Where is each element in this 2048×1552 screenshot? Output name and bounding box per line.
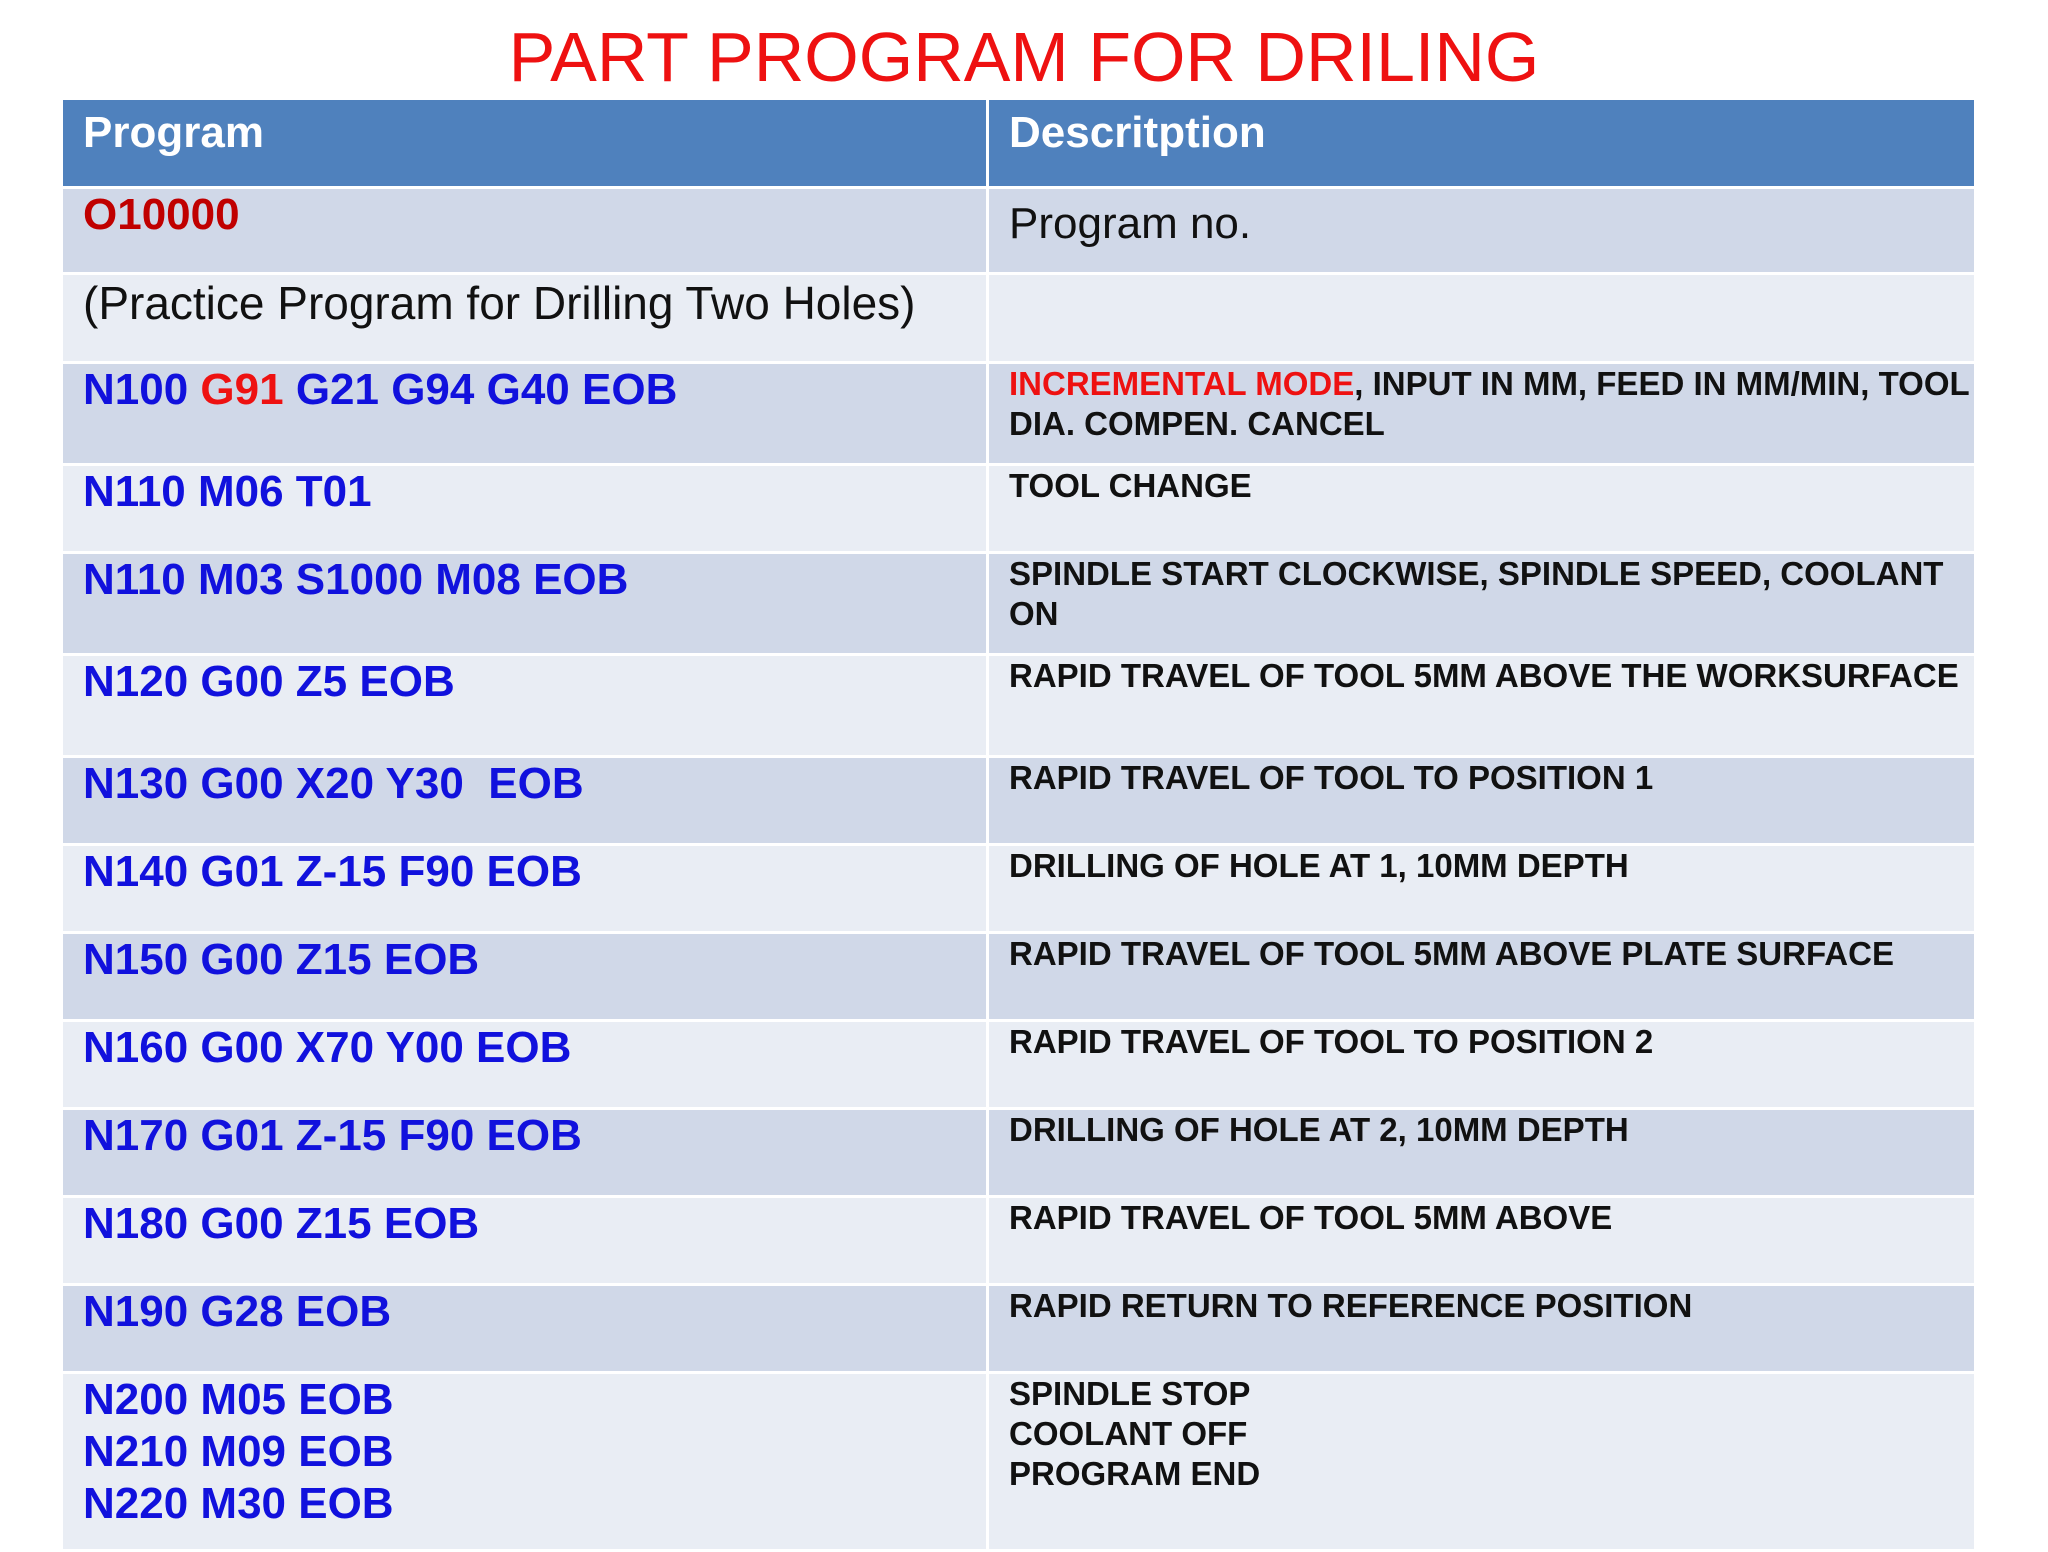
program-cell: N120 G00 Z5 EOB xyxy=(62,655,988,757)
description-cell xyxy=(988,274,1976,363)
table-row xyxy=(62,1285,1976,1373)
description-cell: SPINDLE STOP COOLANT OFF PROGRAM END xyxy=(988,1373,1976,1551)
program-cell: N200 M05 EOB N210 M09 EOB N220 M30 EOB xyxy=(62,1373,988,1551)
program-cell: N130 G00 X20 Y30 EOB xyxy=(62,757,988,845)
table-row xyxy=(62,1197,1976,1285)
table-row xyxy=(62,274,1976,363)
description-cell: TOOL CHANGE xyxy=(988,465,1976,553)
program-cell: N160 G00 X70 Y00 EOB xyxy=(62,1021,988,1109)
description-cell: DRILLING OF HOLE AT 2, 10MM DEPTH xyxy=(988,1109,1976,1197)
description-cell: RAPID TRAVEL OF TOOL 5MM ABOVE PLATE SURFACE xyxy=(988,933,1976,1021)
program-comment: (Practice Program for Drilling Two Holes) xyxy=(62,274,988,363)
description-cell: RAPID TRAVEL OF TOOL TO POSITION 1 xyxy=(988,757,1976,845)
program-cell: N150 G00 Z15 EOB xyxy=(62,933,988,1021)
table-row xyxy=(62,845,1976,933)
program-cell: N180 G00 Z15 EOB xyxy=(62,1197,988,1285)
program-cell: N100 G91 G21 G94 G40 EOB xyxy=(62,363,988,465)
header-description: Descritption xyxy=(988,99,1976,188)
program-cell: N170 G01 Z-15 F90 EOB xyxy=(62,1109,988,1197)
table-row xyxy=(62,363,1976,465)
program-cell: N110 M03 S1000 M08 EOB xyxy=(62,553,988,655)
table-row xyxy=(62,655,1976,757)
program-cell: N140 G01 Z-15 F90 EOB xyxy=(62,845,988,933)
description-cell: RAPID RETURN TO REFERENCE POSITION xyxy=(988,1285,1976,1373)
table-row xyxy=(62,553,1976,655)
program-cell: N110 M06 T01 xyxy=(62,465,988,553)
table-row xyxy=(62,1373,1976,1551)
description-cell: DRILLING OF HOLE AT 1, 10MM DEPTH xyxy=(988,845,1976,933)
description-cell: RAPID TRAVEL OF TOOL 5MM ABOVE THE WORKSURFACE xyxy=(988,655,1976,757)
table-row xyxy=(62,188,1976,274)
program-number: O10000 xyxy=(62,188,988,274)
description-cell: RAPID TRAVEL OF TOOL TO POSITION 2 xyxy=(988,1021,1976,1109)
program-table xyxy=(60,97,1977,1552)
table-row xyxy=(62,933,1976,1021)
page-title: PART PROGRAM FOR DRILING xyxy=(508,18,1540,96)
description-cell: RAPID TRAVEL OF TOOL 5MM ABOVE xyxy=(988,1197,1976,1285)
table-row xyxy=(62,1109,1976,1197)
description-cell: INCREMENTAL MODE, INPUT IN MM, FEED IN MM/MIN, TOOL DIA. COMPEN. CANCEL xyxy=(988,363,1976,465)
program-cell: N190 G28 EOB xyxy=(62,1285,988,1373)
table-row xyxy=(62,465,1976,553)
description-cell: Program no. xyxy=(988,188,1976,274)
description-cell: SPINDLE START CLOCKWISE, SPINDLE SPEED, COOLANT ON xyxy=(988,553,1976,655)
header-program: Program xyxy=(62,99,988,188)
table-row xyxy=(62,757,1976,845)
table-row xyxy=(62,1021,1976,1109)
